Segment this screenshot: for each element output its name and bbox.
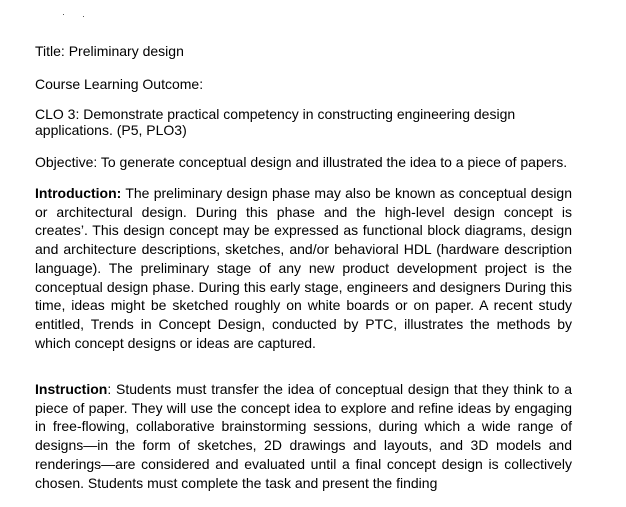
document-title: Title: Preliminary design <box>35 43 184 59</box>
instruction-paragraph <box>35 380 572 492</box>
introduction-text: The preliminary design phase may also be known as conceptual design or architectural design. During this phase and the high-level design concept is creates’. This design concept may be expressed as functional block diagrams, design and architecture descriptions, sketches, and/or behavioral HDL (hardware description language). The preliminary stage of any new product development project is the conceptual design phase. During this early stage, engineers and designers During this time, ideas might be sketched roughly on white boards or on paper. A recent study entitled, Trends in Concept Design, conducted by PTC, illustrates the methods by which concept designs or ideas are captured. <box>35 185 572 351</box>
instruction-label: Instruction <box>35 381 108 397</box>
clo-text: CLO 3: Demonstrate practical competency in constructing engineering design applications. (P5, PLO3) <box>35 106 516 138</box>
objective-text: Objective: To generate conceptual design and illustrated the idea to a piece of papers. <box>35 154 568 170</box>
clo-heading: Course Learning Outcome: <box>35 76 204 92</box>
introduction-label: Introduction: <box>35 185 122 201</box>
instruction-text: : Students must transfer the idea of conceptual design that they think to a piece of paper. They will use the concept idea to explore and refine ideas by engaging in free-flowing, collaborative brainstorming sessions, during which a wide range of designs—in the form of sketches, 2D drawings and layouts, and 3D models and renderings—are considered and evaluated until a final concept design is collectively chosen. Students must complete the task and present the finding <box>35 381 572 491</box>
introduction-paragraph <box>35 184 572 352</box>
scan-specks <box>63 14 93 18</box>
